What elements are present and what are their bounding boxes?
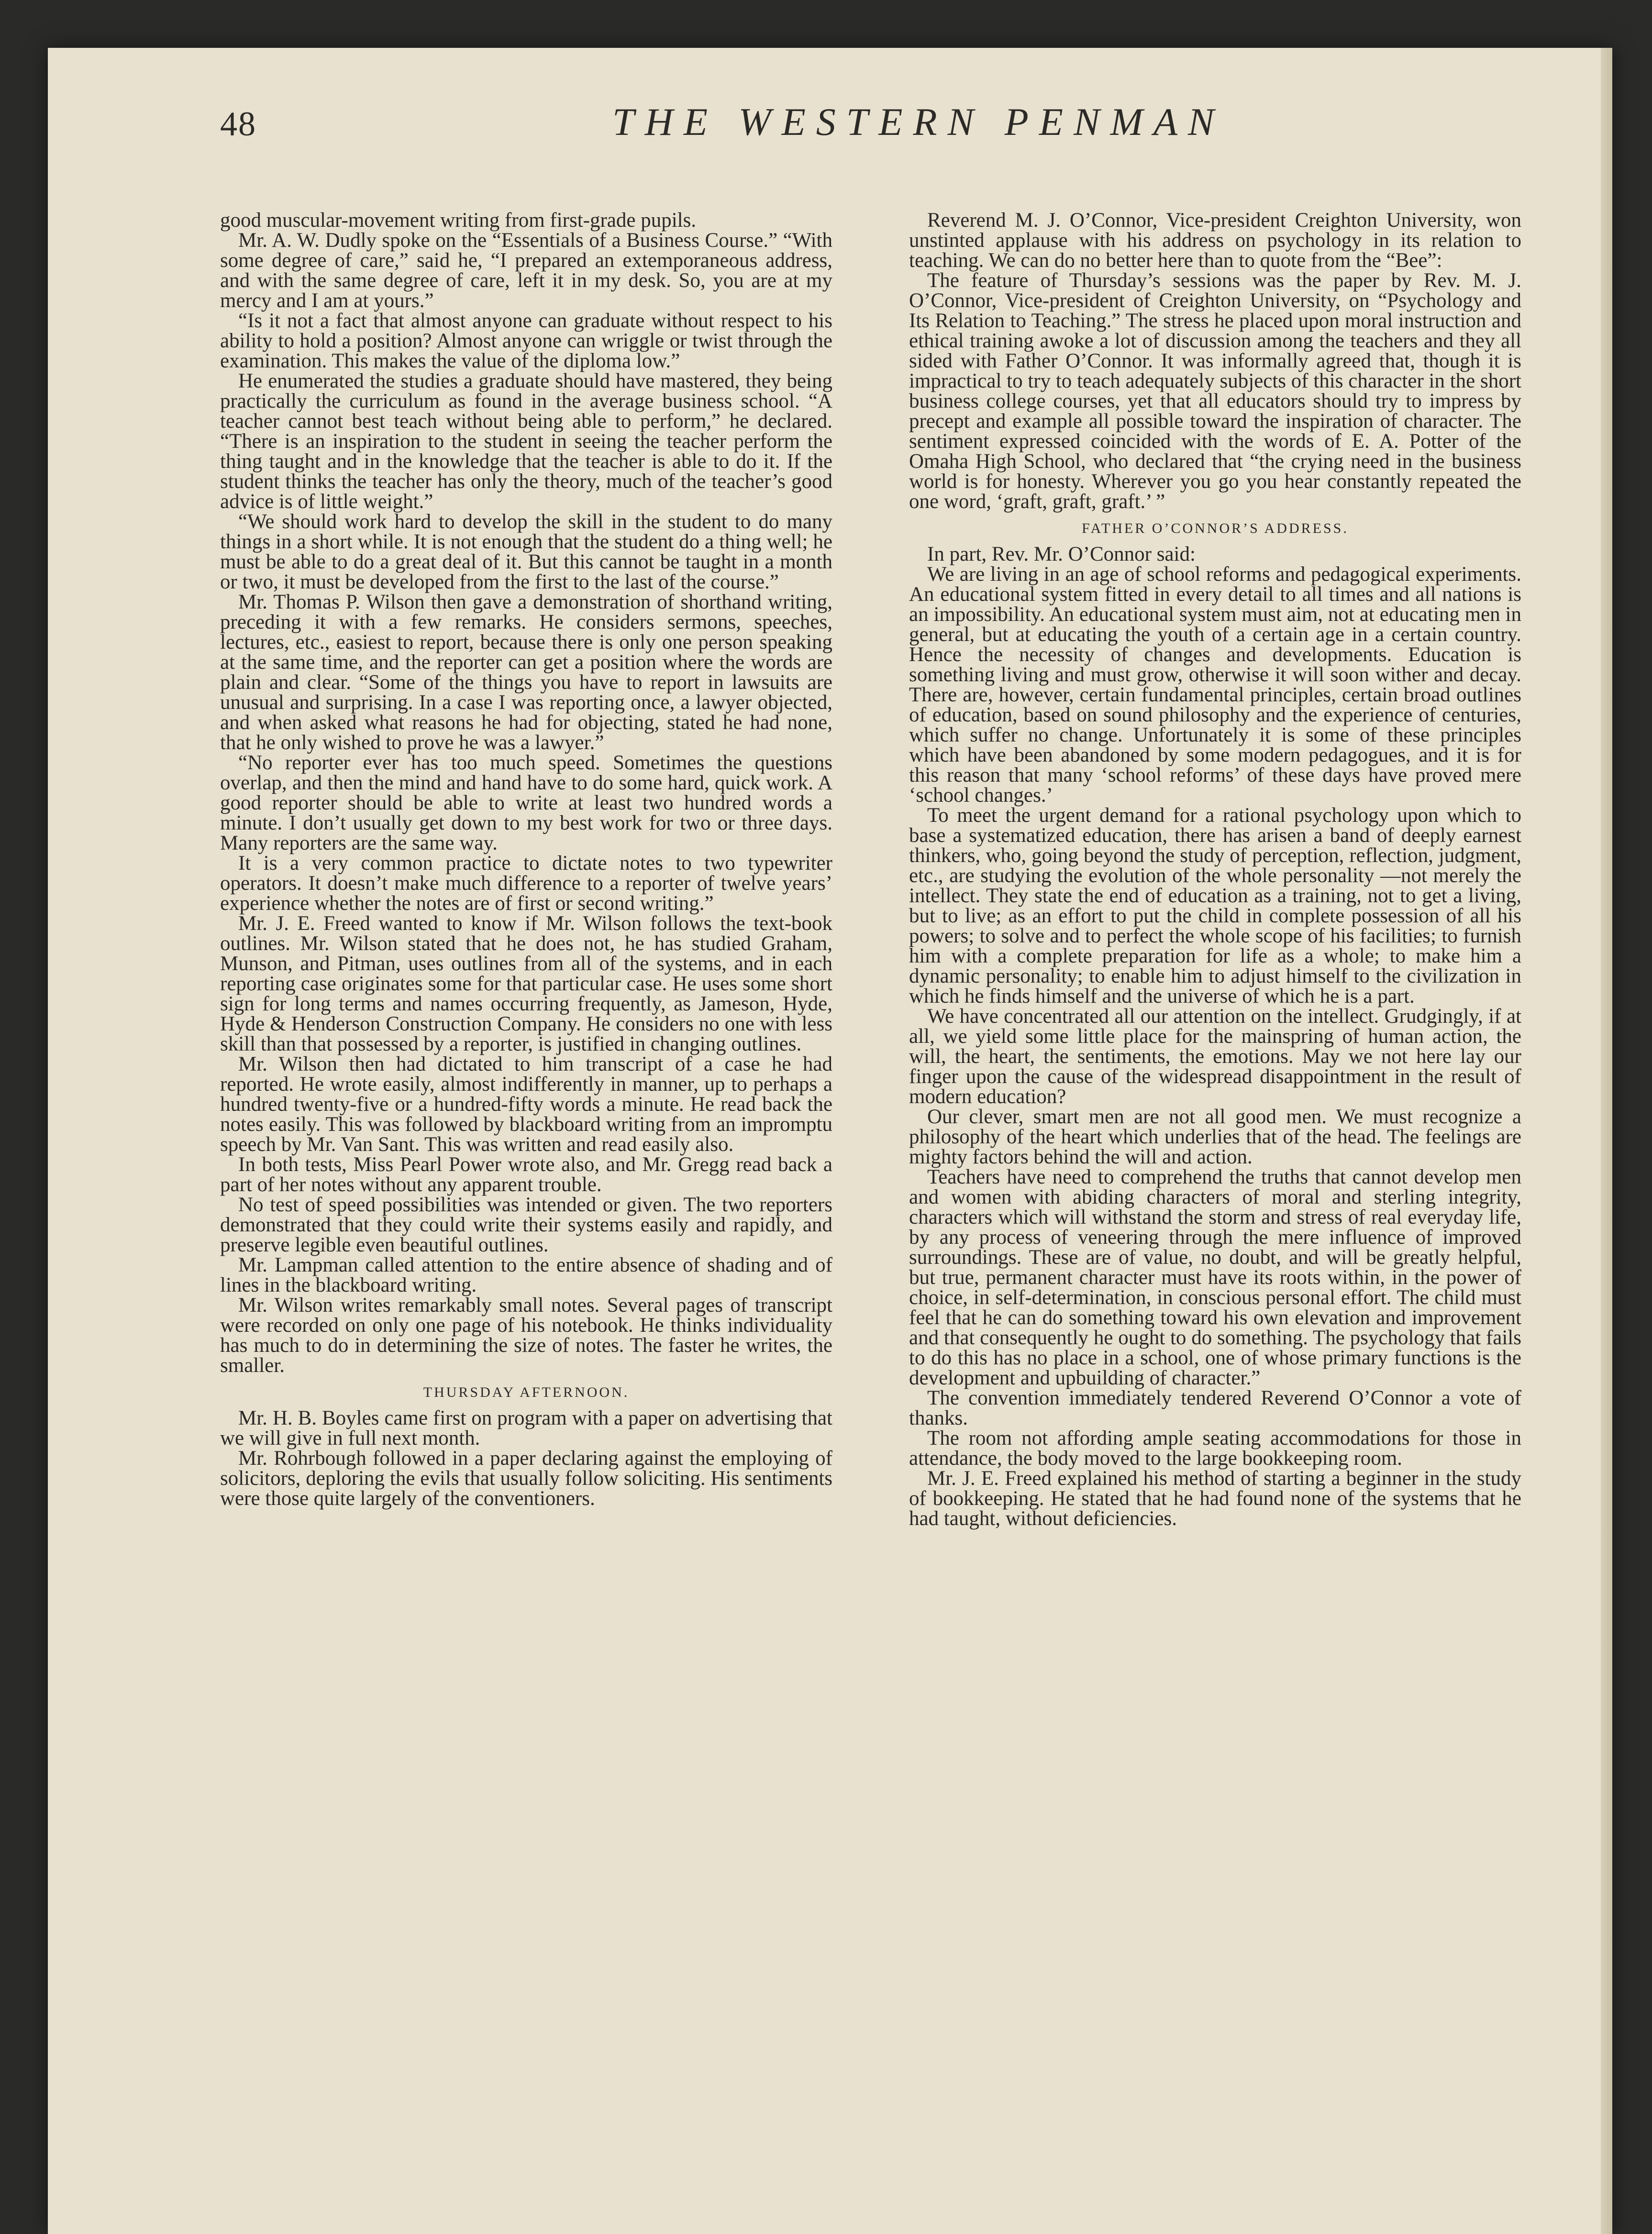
left-column [220, 210, 832, 1509]
page-header [220, 100, 1397, 157]
magazine-page [48, 48, 1612, 2234]
paragraph: The room not affording ample seating accommodations for those in attendance, the body moved to the large bookkeeping room. [909, 1427, 1521, 1470]
section-heading-father-oconnor: FATHER O’CONNOR’S ADDRESS. [1082, 520, 1349, 536]
paragraph: Mr. Rohrbough followed in a paper declaring against the employing of solicitors, deploring the evils that usually follow soliciting. His sentiments were those quite largely of the conventioners. [220, 1447, 832, 1510]
paragraph: We have concentrated all our attention on the intellect. Grudgingly, if at all, we yield some little place for the mainspring of human action, the will, the heart, the sentiments, the emotions. May we not here lay our finger upon the cause of the widespread disappointment in the result of modern education? [909, 1005, 1521, 1108]
paragraph: Mr. J. E. Freed wanted to know if Mr. Wilson follows the text-book outlines. Mr. Wilson stated that he does not, he has studied Graham, Munson, and Pitman, uses outlines from all of the systems, and in each reporting case originates some for that particular case. He uses some short sign for long terms and names occurring frequently, as Jameson, Hyde, Hyde & Henderson Construction Company. He considers no one with less skill than that possessed by a reporter, is justified in changing outlines. [220, 912, 832, 1055]
paragraph: Mr. A. W. Dudly spoke on the “Essentials of a Business Course.” “With some degree of care,” said he, “I prepared an extemporaneous address, and with the same degree of care, left it in my desk. So, you are at my mercy and I am at yours.” [220, 229, 832, 312]
paragraph: In part, Rev. Mr. O’Connor said: [927, 543, 1196, 565]
paragraph: He enumerated the studies a graduate should have mastered, they being practically the curriculum as found in the average business school. “A teacher cannot best teach without being able to perform,” he declared. “There is an inspiration to the student in seeing the teacher perform the thing taught and in the knowledge that the teacher is able to do it. If the student thinks the teacher has only the theory, much of the teacher’s good advice is of little weight.” [220, 370, 832, 513]
paragraph: “No reporter ever has too much speed. Sometimes the questions overlap, and then the mind and hand have to do some hard, quick work. A good reporter should be able to write at least two hundred words a minute. I don’t usually get down to my best work for two or three days. Many reporters are the same way. [220, 752, 832, 854]
paragraph: The convention immediately tendered Reverend O’Connor a vote of thanks. [909, 1387, 1521, 1429]
paragraph: good muscular-movement writing from first-grade pupils. [220, 209, 697, 232]
paragraph: Mr. Wilson then had dictated to him transcript of a case he had reported. He wrote easily, almost indifferently in manner, up to perhaps a hundred twenty-five or a hundred-fifty words a minute. He read back the notes easily. This was followed by blackboard writing from an impromptu speech by Mr. Van Sant. This was written and read easily also. [220, 1053, 832, 1156]
paragraph: “Is it not a fact that almost anyone can graduate without respect to his ability to hold a position? Almost anyone can wriggle or twist through the examination. This makes the value of the diploma low.” [220, 310, 832, 372]
paragraph: Our clever, smart men are not all good men. We must recognize a philosophy of the heart which underlies that of the head. The feelings are mighty factors behind the will and action. [909, 1106, 1521, 1168]
page-number: 48 [220, 105, 256, 143]
running-title: THE WESTERN PENMAN [612, 100, 1225, 144]
paragraph: It is a very common practice to dictate notes to two typewriter operators. It doesn’t make much difference to a reporter of twelve years’ experience whether the notes are of first or second writing.” [220, 852, 832, 915]
paragraph: The feature of Thursday’s sessions was the paper by Rev. M. J. O’Connor, Vice-president of Creighton University, on “Psychology and Its Relation to Teaching.” The stress he placed upon moral instruction and ethical training awoke a lot of discussion among the teachers and they all sided with Father O’Connor. It was informally agreed that, though it is impractical to try to teach adequately subjects of this character in the short business college courses, yet that all educators should try to impress by precept and example all possible toward the inspiration of character. The sentiment expressed coincided with the words of E. A. Potter of the Omaha High School, who declared that “the crying need in the business world is for honesty. Wherever you go you hear constantly repeated the one word, ‘graft, graft, graft.’ ” [909, 269, 1521, 513]
paragraph: In both tests, Miss Pearl Power wrote also, and Mr. Gregg read back a part of her notes without any apparent trouble. [220, 1153, 832, 1196]
page-edge [1601, 48, 1612, 2234]
paragraph: Mr. Thomas P. Wilson then gave a demonstration of shorthand writing, preceding it with a few remarks. He considers sermons, speeches, lectures, etc., easiest to report, because there is only one person speaking at the same time, and the reporter can get a position where the words are plain and clear. “Some of the things you have to report in lawsuits are unusual and surprising. In a case I was reporting once, a lawyer objected, and when asked what reasons he had for objecting, stated he had none, that he only wished to prove he was a lawyer.” [220, 591, 832, 754]
paragraph: Reverend M. J. O’Connor, Vice-president Creighton University, won unstinted applause with his address on psychology in its relation to teaching. We can do no better here than to quote from the “Bee”: [909, 209, 1521, 272]
paragraph: “We should work hard to develop the skill in the student to do many things in a short while. It is not enough that the student do a thing well; he must be able to do a great deal of it. But this cannot be taught in a month or two, it must be developed from the first to the last of the course.” [220, 510, 832, 593]
paragraph: Mr. H. B. Boyles came first on program with a paper on advertising that we will give in full next month. [220, 1407, 832, 1449]
paragraph: Mr. Wilson writes remarkably small notes. Several pages of transcript were recorded on only one page of his notebook. He thinks individuality has much to do in determining the size of notes. The faster he writes, the smaller. [220, 1294, 832, 1377]
paragraph: Mr. J. E. Freed explained his method of starting a beginner in the study of bookkeeping. He stated that he had found none of the systems that he had taught, without deficiencies. [909, 1467, 1521, 1530]
paragraph: No test of speed possibilities was intended or given. The two reporters demonstrated that they could write their systems easily and rapidly, and preserve legible even beautiful outlines. [220, 1194, 832, 1256]
paragraph: Mr. Lampman called attention to the entire absence of shading and of lines in the blackboard writing. [220, 1254, 832, 1296]
section-heading-thursday-afternoon: THURSDAY AFTERNOON. [423, 1384, 630, 1400]
right-column [909, 210, 1521, 1529]
paragraph: We are living in an age of school reforms and pedagogical experiments. An educational system fitted in every detail to all times and all nations is an impossibility. An educational system must aim, not at educating men in general, but at educating the youth of a certain age in a certain country. Hence the necessity of changes and developments. Education is something living and must grow, otherwise it will soon wither and decay. There are, however, certain fundamental principles, certain broad outlines of education, based on sound philosophy and the experience of centuries, which suffer no change. Unfortunately it is some of these principles which have been abandoned by some modern pedagogues, and it is for this reason that many ‘school reforms’ of these days have proved mere ‘school changes.’ [909, 563, 1521, 807]
paragraph: To meet the urgent demand for a rational psychology upon which to base a systematized education, there has arisen a band of deeply earnest thinkers, who, going beyond the study of perception, reflection, judgment, etc., are studying the evolution of the whole personality —not merely the intellect. They state the end of education as a training, not to get a living, but to live; as an effort to put the child in complete possession of all his powers; to solve and to perfect the whole scope of his facilities; to furnish him with a complete preparation for life as a whole; to make him a dynamic personality; to enable him to adjust himself to the civilization in which he finds himself and the universe of which he is a part. [909, 804, 1521, 1007]
paragraph: Teachers have need to comprehend the truths that cannot develop men and women with abiding characters of moral and sterling integrity, characters which will withstand the storm and stress of real everyday life, by any process of veneering through the mere influence of improved surroundings. These are of value, no doubt, and will be greatly helpful, but true, permanent character must have its roots within, in the power of choice, in self-determination, in conscious personal effort. The child must feel that he can do something toward his own elevation and improvement and that consequently he ought to do something. The psychology that fails to do this has no place in a school, one of whose primary functions is the development and upbuilding of character.” [909, 1166, 1521, 1389]
